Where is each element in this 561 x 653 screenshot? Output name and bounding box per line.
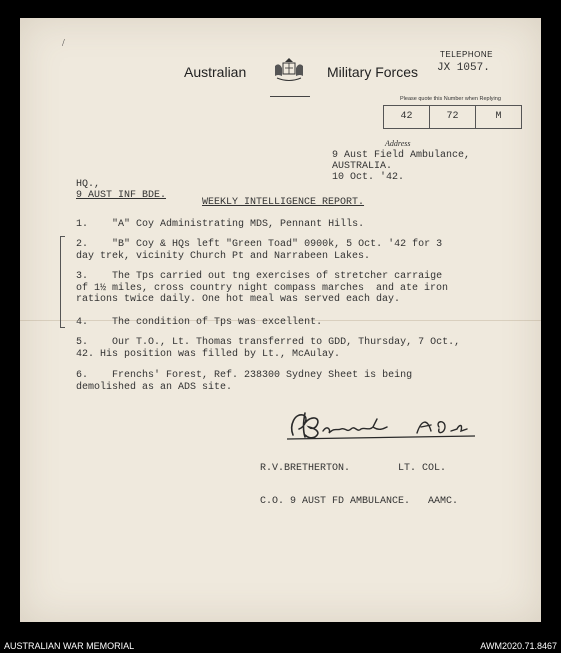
paragraph-5 xyxy=(76,337,516,360)
paragraph-6 xyxy=(76,370,516,393)
paragraph-3 xyxy=(76,271,516,306)
para-number: 2. xyxy=(76,239,89,250)
para-number: 3. xyxy=(76,271,89,282)
para-text: The Tps carried out tng exercises of stretcher carraige of 1½ miles, cross country night compass marches and ate iron rations twice daily. One hot meal was served each day. xyxy=(76,271,449,305)
telephone-number: JX 1057. xyxy=(437,62,490,74)
address-label: Address xyxy=(385,139,411,148)
ref-cell: M xyxy=(475,106,521,128)
para-text: The condition of Tps was excellent. xyxy=(112,317,323,328)
para-number: 6. xyxy=(76,370,89,381)
pencil-mark: / xyxy=(62,38,65,49)
archive-id: AWM2020.71.8467 xyxy=(480,641,557,651)
recipient xyxy=(76,179,166,201)
para-text: "B" Coy & HQs left "Green Toad" 0900k, 5 Oct. '42 for 3 day trek, vicinity Church Pt and Narrabeen Lakes. xyxy=(76,239,443,262)
para-number: 1. xyxy=(76,219,89,230)
letterhead-left: Australian xyxy=(184,64,247,80)
archive-credit: AUSTRALIAN WAR MEMORIAL xyxy=(4,641,135,651)
reference-box xyxy=(383,105,522,129)
para-text: "A" Coy Administrating MDS, Pennant Hills. xyxy=(112,219,365,230)
recipient-line: 9 AUST INF BDE. xyxy=(76,190,167,201)
letterhead-right: Military Forces xyxy=(327,64,419,80)
address-date: 10 Oct. '42. xyxy=(332,172,405,183)
address-line: 9 Aust Field Ambulance, xyxy=(332,150,471,161)
para-text: Our T.O., Lt. Thomas transferred to GDD, Thursday, 7 Oct., 42. His position was filled by Lt., McAulay. xyxy=(76,337,461,360)
letterhead-rule xyxy=(270,96,310,97)
coat-of-arms-icon xyxy=(271,56,307,84)
handwritten-signature xyxy=(275,405,485,445)
document-page xyxy=(20,18,541,622)
address-line: AUSTRALIA. xyxy=(332,161,393,172)
ref-cell: 72 xyxy=(429,106,475,128)
sender-address xyxy=(332,150,470,183)
margin-bracket xyxy=(60,236,65,328)
paragraph-4 xyxy=(76,317,516,329)
para-number: 4. xyxy=(76,317,89,328)
signer-name: R.V.BRETHERTON. LT. COL. xyxy=(260,463,447,474)
quote-note: Please quote this Number when Replying xyxy=(400,96,501,102)
signature-block xyxy=(260,441,458,529)
signer-position: C.O. 9 AUST FD AMBULANCE. AAMC. xyxy=(260,496,459,507)
paragraph-1 xyxy=(76,219,516,231)
recipient-line: HQ., xyxy=(76,179,101,190)
ref-cell: 42 xyxy=(400,111,413,122)
para-number: 5. xyxy=(76,337,89,348)
paragraph-2 xyxy=(76,239,516,262)
para-text: Frenchs' Forest, Ref. 238300 Sydney Sheet is being demolished as an ADS site. xyxy=(76,370,413,393)
report-title: WEEKLY INTELLIGENCE REPORT. xyxy=(202,197,365,208)
telephone-label: TELEPHONE xyxy=(440,50,493,59)
